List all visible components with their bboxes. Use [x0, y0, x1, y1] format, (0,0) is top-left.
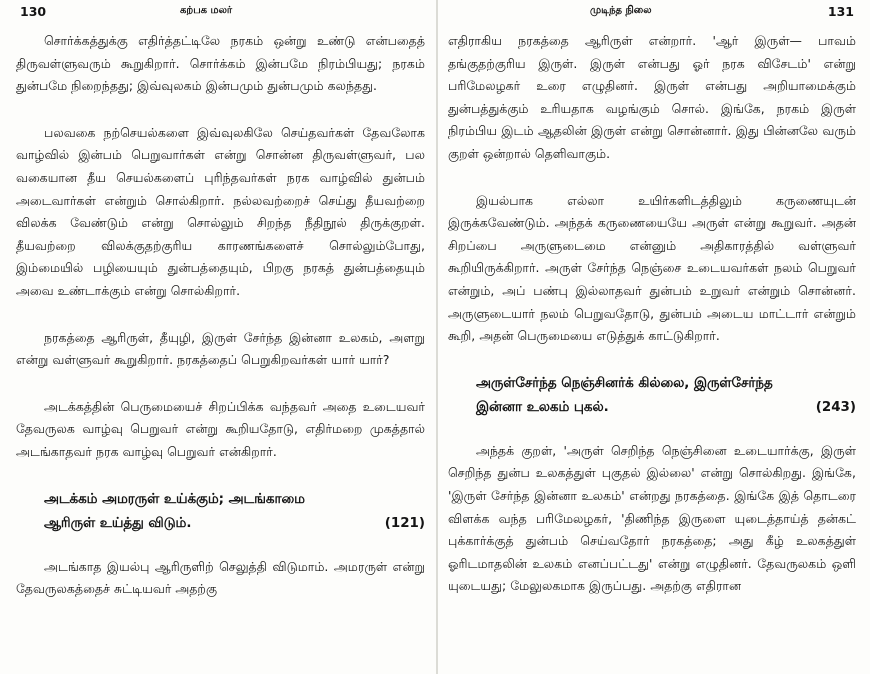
- left-couplet-number: (121): [384, 515, 425, 531]
- left-paragraph-4: அடக்கத்தின் பெருமையைச் சிறப்பிக்க வந்தவர் அதை உடையவர் தேவருலக வாழ்வு பெறுவர் என்று கூறியதோடு, எதிர்மறை முகத்தால் அடங்காதவர் நரக வாழ்வு பெறுவர் என்கிறார்.: [16, 398, 425, 459]
- right-page: [440, 0, 864, 674]
- right-couplet-number: (243): [815, 399, 856, 415]
- left-running-title: கற்பக மலர்: [180, 5, 233, 16]
- right-couplet-line-2: இன்னா உலகம் புகல்.: [476, 399, 609, 415]
- left-couplet: [16, 488, 425, 536]
- left-paragraph-1: சொர்க்கத்துக்கு எதிர்த்தட்டிலே நரகம் ஒன்று உண்டு என்பதைத் திருவள்ளுவரும் கூறுகிறார். சொர்க்கம் இன்பமே நிரம்பியது; நரகம் துன்பமே நிறைந்தது; இவ்வுலகம் இன்பமும் துன்பமும் கலந்தது.: [16, 33, 425, 94]
- right-header: [440, 0, 864, 22]
- right-running-title: முடிந்த நிலை: [590, 5, 652, 16]
- left-header: [8, 0, 433, 22]
- left-page-number: 130: [20, 4, 47, 19]
- right-paragraph-1: எதிராகிய நரகத்தை ஆரிருள் என்றார். 'ஆர் இருள்— பாவம் தங்குதற்குரிய இருள். இருள் என்பது ஓர் நரக விசேடம்' என்று பரிமேலழகர் உரை எழுதினர். இருள் என்பது அறியாமைக்கும் துன்பத்துக்கும் உரியதாக வழங்கும் சொல். இங்கே, நரகம் இருள் நிரம்பிய இடம் ஆதலின் இருள் என்று சொன்னார். இது பின்னலே வரும் குறள் ஒன்றால் தெளிவாகும்.: [448, 33, 856, 161]
- right-couplet-line-1: அருள்சேர்ந்த நெஞ்சினர்க் கில்லை, இருள்சேர்ந்த: [476, 375, 773, 391]
- right-page-number: 131: [827, 4, 854, 19]
- left-content: [8, 22, 433, 601]
- right-paragraph-3: அந்தக் குறள், 'அருள் செறிந்த நெஞ்சினை உடையார்க்கு, இருள் செறிந்த துன்ப உலகத்துள் புகுதல் இல்லை' என்று சொல்கிறது. இங்கே, 'இருள் சேர்ந்த இன்னா உலகம்' என்றது நரகத்தை. இங்கே இத் தொடரை விளக்க வந்த பரிமேலழகர், 'திணிந்த இருளை யுடைத்தாய்த் தன்கட் புக்கார்க்குத் துன்பம் செய்வதோர் நரகத்தை; அது கீழ் உலகத்துள் ஓரிடமாதலின் உலகம் எனப்பட்டது' என்று எழுதினர். தேவருலகம் ஒளி யுடையது; மேலுலகமாக இருப்பது. அதற்கு எதிரான: [448, 442, 856, 594]
- left-paragraph-5: அடங்காத இயல்பு ஆரிருளிற் செலுத்தி விடுமாம். அமரருள் என்று தேவருலகத்தைச் சுட்டியவர் அதற்கு: [16, 558, 425, 597]
- left-page: [8, 0, 433, 674]
- right-paragraph-2: இயல்பாக எல்லா உயிர்களிடத்திலும் கருணையுடன் இருக்கவேண்டும். அந்தக் கருணையையே அருள் என்று கூறுவர். அதன் சிறப்பை அருளுடைமை என்னும் அதிகாரத்தில் வள்ளுவர் கூறியிருக்கிறார். அருள் சேர்ந்த நெஞ்சை உடையவர்கள் நலம் பெறுவர் என்றும், அப் பண்பு இல்லாதவர் துன்பம் உறுவர் என்றும் சொன்னர். அருளுடையார் நலம் பெறுவதோடு, துன்பம் அடைய மாட்டார் என்றும் கூறி, அதன் பெருமையை எடுத்துக் காட்டுகிறார்.: [448, 192, 856, 344]
- page-gutter: [436, 0, 438, 674]
- left-couplet-line-2: ஆரிருள் உய்த்து விடும்.: [44, 515, 192, 531]
- left-paragraph-2: பலவகை நற்செயல்களை இவ்வுலகிலே செய்தவர்கள் தேவலோக வாழ்வில் இன்பம் பெறுவார்கள் என்று சொன்ன திருவள்ளுவர், பல வகையான தீய செயல்களைப் புரிந்தவர்கள் நரக வாழ்வில் துன்பம் அடைவார்கள் என்றும் சொல்கிறார். நல்லவற்றைச் செய்து தீயவற்றை விலக்க வேண்டும் என்று சொல்லும் சிறந்த நீதிநூல் திருக்குறள். தீயவற்றை விலக்குதற்குரிய காரணங்களைச் சொல்லும்போது, இம்மையில் பழியையும் துன்பத்தையும், பிறகு நரகத் துன்பத்தையும் அவை உண்டாக்கும் என்று சொல்கிறார்.: [16, 124, 425, 298]
- right-couplet: [448, 372, 856, 420]
- left-paragraph-3: நரகத்தை ஆரிருள், தீயுழி, இருள் சேர்ந்த இன்னா உலகம், அளறு என்று வள்ளுவர் கூறுகிறார். நரகத்தைப் பெறுகிறவர்கள் யார் யார்?: [16, 329, 425, 368]
- left-couplet-line-1: அடக்கம் அமரருள் உய்க்கும்; அடங்காமை: [44, 491, 305, 507]
- right-content: [440, 22, 864, 598]
